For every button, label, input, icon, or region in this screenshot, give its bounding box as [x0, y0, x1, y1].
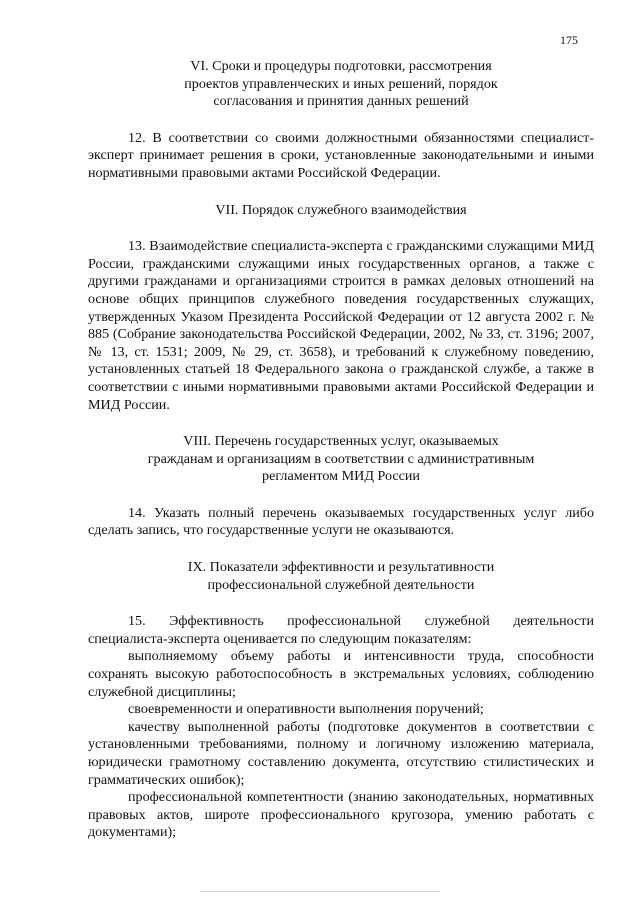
- paragraph-14: 14. Указать полный перечень оказываемых государственных услуг либо сделать запись, что государственные услуги не оказываются.: [88, 504, 594, 539]
- paragraph-15: 15. Эффективность профессиональной служебной деятельности специалиста-эксперта оценивается по следующим показателям:: [88, 613, 594, 647]
- section-9-heading: [88, 559, 594, 594]
- document-body: [88, 58, 594, 842]
- list-item: выполняемому объему работы и интенсивности труда, способности сохранять высокую работоспособность в экстремальных условиях, соблюдению служебной дисциплины;: [88, 648, 594, 700]
- heading-line: профессиональной служебной деятельности: [207, 576, 475, 593]
- page-number: 175: [560, 33, 578, 47]
- heading-line: VIII. Перечень государственных услуг, оказываемых: [183, 433, 499, 450]
- heading-line: проектов управленческих и иных решений, порядок: [184, 75, 498, 92]
- heading-line: VI. Сроки и процедуры подготовки, рассмотрения: [190, 58, 492, 74]
- list-item: своевременности и оперативности выполнения поручений;: [128, 701, 484, 718]
- list-item: профессиональной компетентности (знанию законодательных, нормативных правовых актов, широте профессионального кругозора, умению работать с документами);: [88, 789, 594, 841]
- heading-line: VII. Порядок служебного взаимодействия: [215, 201, 467, 218]
- heading-line: регламентом МИД России: [262, 468, 420, 485]
- paragraph-13: 13. Взаимодействие специалиста-эксперта с гражданскими служащими МИД России, гражданскими служащими иных государственных органов, а также с другими гражданами и организациями строится в рамках деловых отношений на основе общих принципов служебного поведения государственных служащих, утвержденных Указом Президента Российской Федерации от 12 августа 2002 г. № 885 (Собрание законодательства Российской Федерации, 2002, № 33, ст. 3196; 2007, № 13, ст. 1531; 2009, № 29, ст. 3658), и требований к служебному поведению, установленных статьей 18 Федерального закона о гражданской службе, а также в соответствии с иными нормативными правовыми актами Российской Федерации и МИД России.: [88, 238, 594, 413]
- section-7-heading: [88, 202, 594, 220]
- section-8-heading: [88, 433, 594, 486]
- bottom-divider: [200, 891, 440, 892]
- heading-line: IX. Показатели эффективности и результативности: [187, 559, 495, 576]
- list-item: качеству выполненной работы (подготовке документов в соответствии с установленными требованиями, полному и логичному изложению материала, юридически грамотному составлению документа, отсутствию стилистических и грамматических ошибок);: [88, 718, 594, 788]
- heading-line: гражданам и организациям в соответствии с административным: [147, 450, 535, 467]
- paragraph-12: 12. В соответствии со своими должностными обязанностями специалист-эксперт принимает решения в сроки, установленные законодательными и иными нормативными правовыми актами Российской Федерации.: [88, 129, 594, 181]
- heading-line: согласования и принятия данных решений: [213, 93, 469, 110]
- section-6-heading: [88, 58, 594, 111]
